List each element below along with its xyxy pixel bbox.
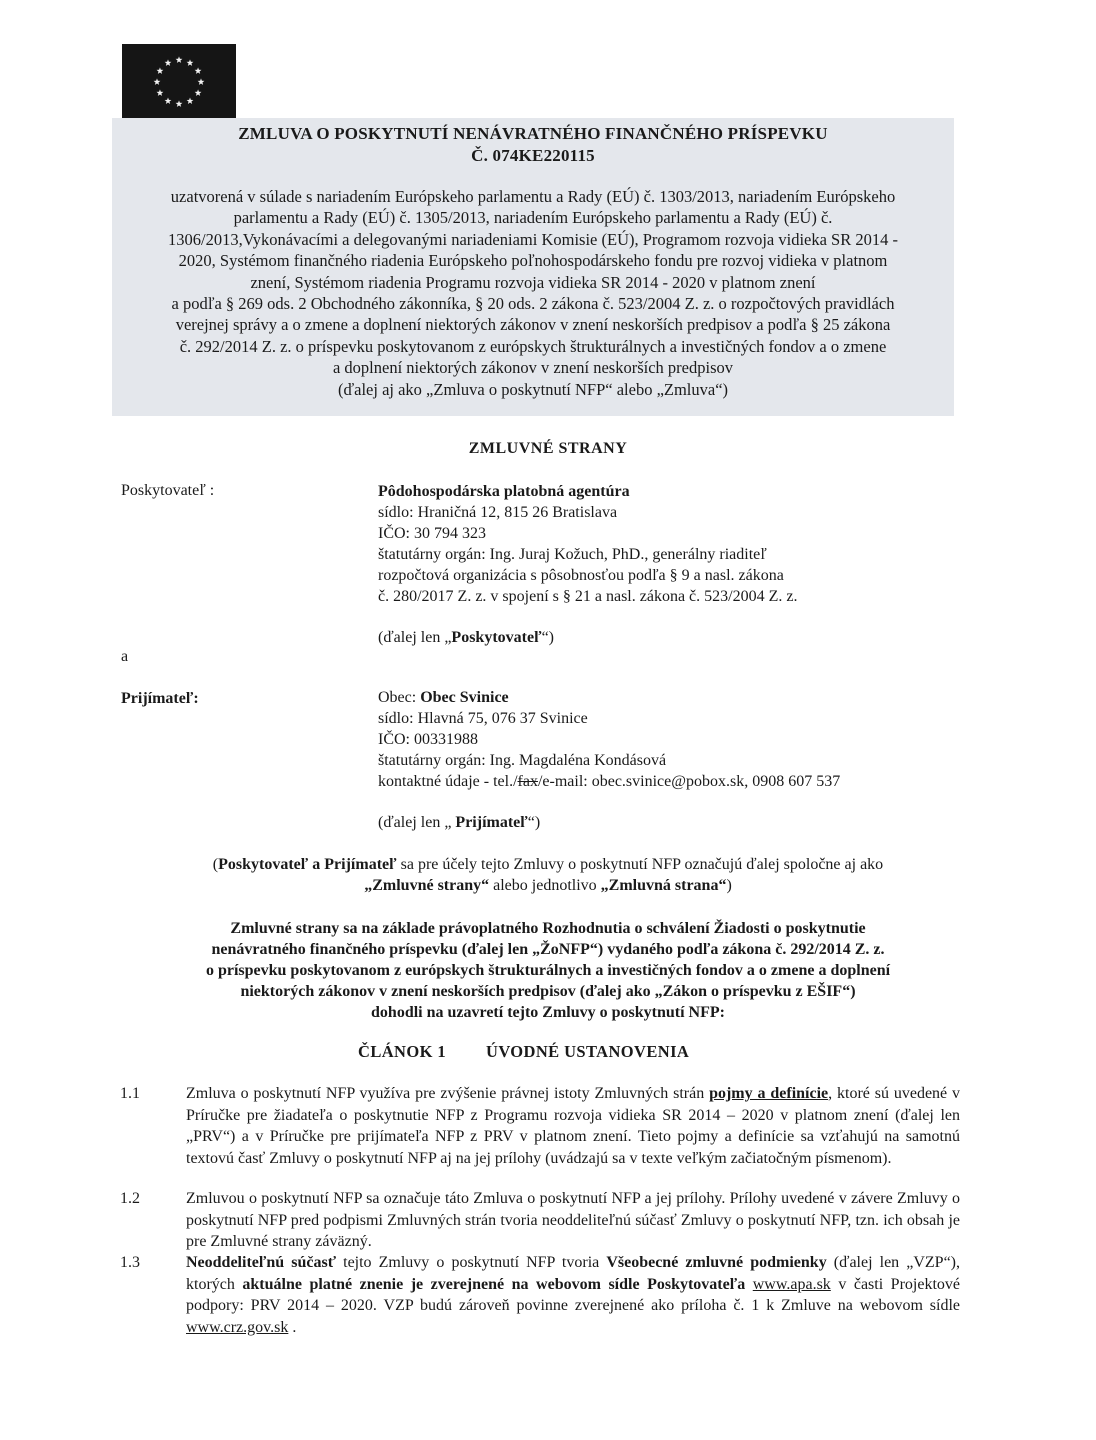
eu-flag-icon [122, 44, 236, 120]
clause-1-2 [120, 1188, 960, 1253]
preamble-line: 2020, Systémom finančného riadenia Európskeho poľnohospodárskeho fondu pre rozvoj vidieka v platnom [178, 251, 888, 271]
article-title: ÚVODNÉ USTANOVENIA [486, 1042, 690, 1061]
agreement-line: o príspevku poskytovanom z európskych štrukturálnych a investičných fondov a o zmene a doplnení [205, 962, 891, 979]
provider-line: rozpočtová organizácia s pôsobnosťou podľa § 9 a nasl. zákona [378, 567, 784, 584]
parties-heading: ZMLUVNÉ STRANY [468, 440, 628, 457]
flag-star-icon [187, 59, 194, 66]
apa-website-link[interactable]: www.apa.sk [752, 1275, 831, 1293]
flag-star-icon [157, 67, 164, 74]
preamble-line: (ďalej aj ako „Zmluva o poskytnutí NFP“ alebo „Zmluva“) [337, 379, 729, 399]
flag-star-icon [195, 67, 202, 74]
provider-line: sídlo: Hraničná 12, 815 26 Bratislava [378, 504, 618, 521]
flag-star-icon [187, 97, 194, 104]
conjunction: a [121, 648, 129, 665]
contract-number: Č. 074KE220115 [471, 146, 595, 165]
preamble-line: uzatvorená v súlade s nariadením Európskeho parlamentu a Rady (EÚ) č. 1303/2013, nariadením Európskeho [170, 187, 896, 206]
provider-line: štatutárny orgán: Ing. Juraj Kožuch, PhD., generálny riaditeľ [378, 546, 767, 563]
joint-designation: (Poskytovateľ a Prijímateľ sa pre účely tejto Zmluvy o poskytnutí NFP označujú ďalej spoločne aj ako „Zmluvné strany“ alebo jednotlivo „Zmluvná strana“) [212, 856, 884, 894]
flag-star-icon [195, 89, 202, 96]
preamble-line: parlamentu a Rady (EÚ) č. 1305/2013, nariadením Európskeho parlamentu a Rady (EÚ) č. [233, 208, 833, 228]
recipient-line: IČO: 00331988 [378, 731, 478, 748]
recipient-line: sídlo: Hlavná 75, 076 37 Svinice [378, 710, 588, 727]
clause-number: 1.2 [120, 1190, 140, 1207]
recipient-name: Obec: Obec Svinice [378, 689, 509, 706]
flag-star-icon [176, 100, 183, 107]
agreement-line: niektorých zákonov v znení neskorších predpisov (ďalej ako „Zákon o príspevku z EŠIF“) [240, 983, 856, 1000]
clause-1-3 [120, 1252, 960, 1338]
recipient-line: štatutárny orgán: Ing. Magdaléna Kondásová [378, 752, 667, 769]
flag-star-icon [157, 89, 164, 96]
provider-line: č. 280/2017 Z. z. v spojení s § 21 a nasl. zákona č. 523/2004 Z. z. [378, 588, 798, 605]
provider-line: IČO: 30 794 323 [378, 525, 486, 542]
provider-alias: (ďalej len „Poskytovateľ“) [378, 629, 555, 646]
article-number: ČLÁNOK 1 [358, 1042, 446, 1061]
recipient-details [378, 687, 998, 833]
recipient-alias: (ďalej len „ Prijímateľ“) [378, 814, 541, 831]
contract-title: ZMLUVA O POSKYTNUTÍ NENÁVRATNÉHO FINANČNÉHO PRÍSPEVKU [238, 124, 828, 143]
agreement-line: nenávratného finančného príspevku (ďalej len „ŽoNFP“) vydaného podľa zákona č. 292/2014 Z. z. [211, 941, 885, 958]
flag-star-icon [165, 97, 172, 104]
agreement-statement [100, 918, 996, 1023]
flag-star-icon [198, 78, 205, 85]
clause-text: Zmluvou o poskytnutí NFP sa označuje táto Zmluva o poskytnutí NFP a jej prílohy. Prílohy uvedené v závere Zmluvy o poskytnutí NFP pred podpismi Zmluvných strán tvoria neoddeliteľnú súčasť Zmluvy o poskytnutí NFP, tzn. ich obsah je pre Zmluvné strany záväzný. [186, 1190, 960, 1250]
preamble-line: č. 292/2014 Z. z. o príspevku poskytovanom z európskych štrukturálnych a investičných fondov a o zmene [179, 336, 887, 356]
preamble [120, 186, 946, 400]
clause-text: Zmluva o poskytnutí NFP využíva pre zvýšenie právnej istoty Zmluvných strán pojmy a definície, ktoré sú uvedené v Príručke pre žiadateľa o poskytnutie NFP z Programu rozvoja vidieka SR 2014 – 2020 v platnom znení (ďalej len „PRV“) a v Príručke pre prijímateľa NFP z PRV v platnom znení. Tieto pojmy a definície sa vzťahujú na samotnú textovú časť Zmluvy o poskytnutí NFP aj na jej prílohy (uvádzajú sa v texte veľkým začiatočným písmenom). [186, 1085, 961, 1167]
agreement-line: dohodli na uzavretí tejto Zmluvy o poskytnutí NFP: [371, 1004, 725, 1021]
preamble-line: znení, Systémom riadenia Programu rozvoja vidieka SR 2014 - 2020 v platnom znení [250, 272, 816, 292]
preamble-line: verejnej správy a o zmene a doplnení niektorých zákonov v znení neskorších predpisov a podľa § 25 zákona [175, 315, 891, 335]
preamble-line: a podľa § 269 ods. 2 Obchodného zákonníka, § 20 ods. 2 zákona č. 523/2004 Z. z. o rozpočtových pravidlách [171, 294, 895, 314]
preamble-line: 1306/2013,Vykonávacími a delegovanými nariadeniami Komisie (EÚ), Programom rozvoja vidieka SR 2014 - [168, 229, 898, 249]
clause-text: Neoddeliteľnú súčasť tejto Zmluvy o poskytnutí NFP tvoria Všeobecné zmluvné podmienky (ďalej len „VZP“), ktorých aktuálne platné znenie je zverejnené na webovom sídle Poskytovateľa www.apa.sk v časti Projektové podpory: PRV 2014 – 2020. VZP budú zároveň povinne zverejnené ako príloha č. 1 k Zmluve na webovom sídle www.crz.gov.sk . [186, 1254, 960, 1336]
preamble-line: a doplnení niektorých zákonov v znení neskorších predpisov [332, 358, 734, 378]
flag-star-icon [165, 59, 172, 66]
clause-number: 1.3 [120, 1254, 140, 1271]
recipient-label: Prijímateľ: [121, 690, 199, 707]
defined-terms-link: pojmy a definície [709, 1085, 829, 1102]
crz-website-link[interactable]: www.crz.gov.sk [186, 1318, 289, 1336]
article-heading [0, 1042, 1096, 1064]
clause-1-1 [120, 1083, 960, 1169]
clause-number: 1.1 [120, 1085, 140, 1102]
flag-star-icon [176, 56, 183, 63]
provider-label: Poskytovateľ : [121, 482, 215, 499]
flag-star-icon [154, 78, 161, 85]
provider-name: Pôdohospodárska platobná agentúra [378, 483, 630, 500]
recipient-contact: kontaktné údaje - tel./fax/e-mail: obec.svinice@pobox.sk, 0908 607 537 [378, 773, 841, 790]
agreement-line: Zmluvné strany sa na základe právoplatného Rozhodnutia o schválení Žiadosti o poskytnutie [230, 920, 866, 937]
provider-details [378, 481, 998, 648]
